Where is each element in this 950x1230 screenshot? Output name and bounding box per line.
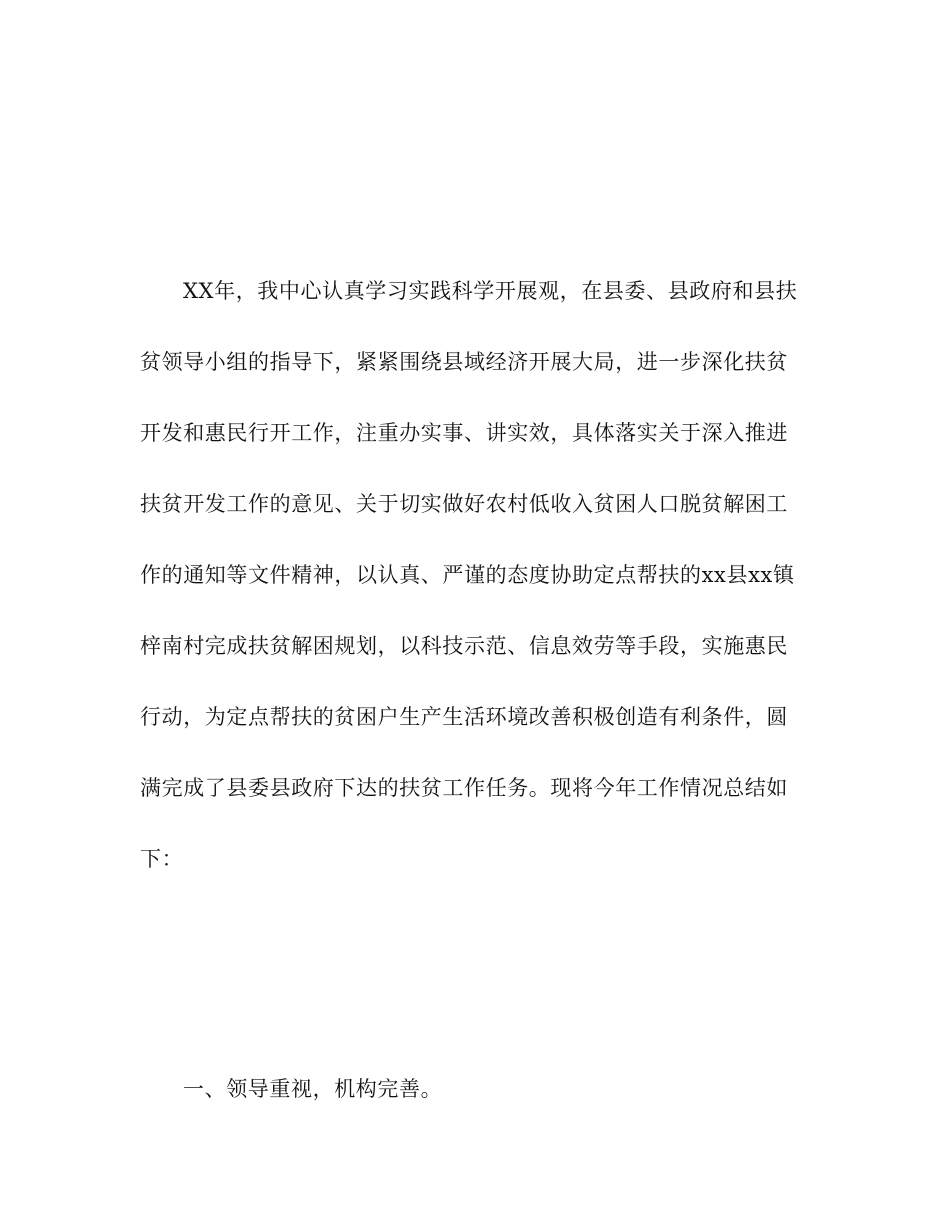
paragraph-line: 作的通知等文件精神，以认真、严谨的态度协助定点帮扶的xx县xx镇 [140,563,795,587]
paragraph-line: 行动，为定点帮扶的贫困户生产生活环境改善积极创造有利条件，圆 [140,705,788,729]
paragraph-line: 扶贫开发工作的意见、关于切实做好农村低收入贫困人口脱贫解困工 [140,492,788,516]
paragraph-line: 梓南村完成扶贫解困规划，以科技示范、信息效劳等手段，实施惠民 [140,634,788,658]
paragraph-line: 贫领导小组的指导下，紧紧围绕县域经济开展大局，进一步深化扶贫 [140,350,788,374]
paragraph-line: 满完成了县委县政府下达的扶贫工作任务。现将今年工作情况总结如 [140,776,788,800]
paragraph-line: 开发和惠民行开工作，注重办实事、讲实效，具体落实关于深入推进 [140,421,788,445]
paragraph-line: 下： [140,847,184,871]
section-heading: 一、领导重视，机构完善。 [183,1077,443,1101]
paragraph-line: XX年，我中心认真学习实践科学开展观，在县委、县政府和县扶 [183,279,798,303]
